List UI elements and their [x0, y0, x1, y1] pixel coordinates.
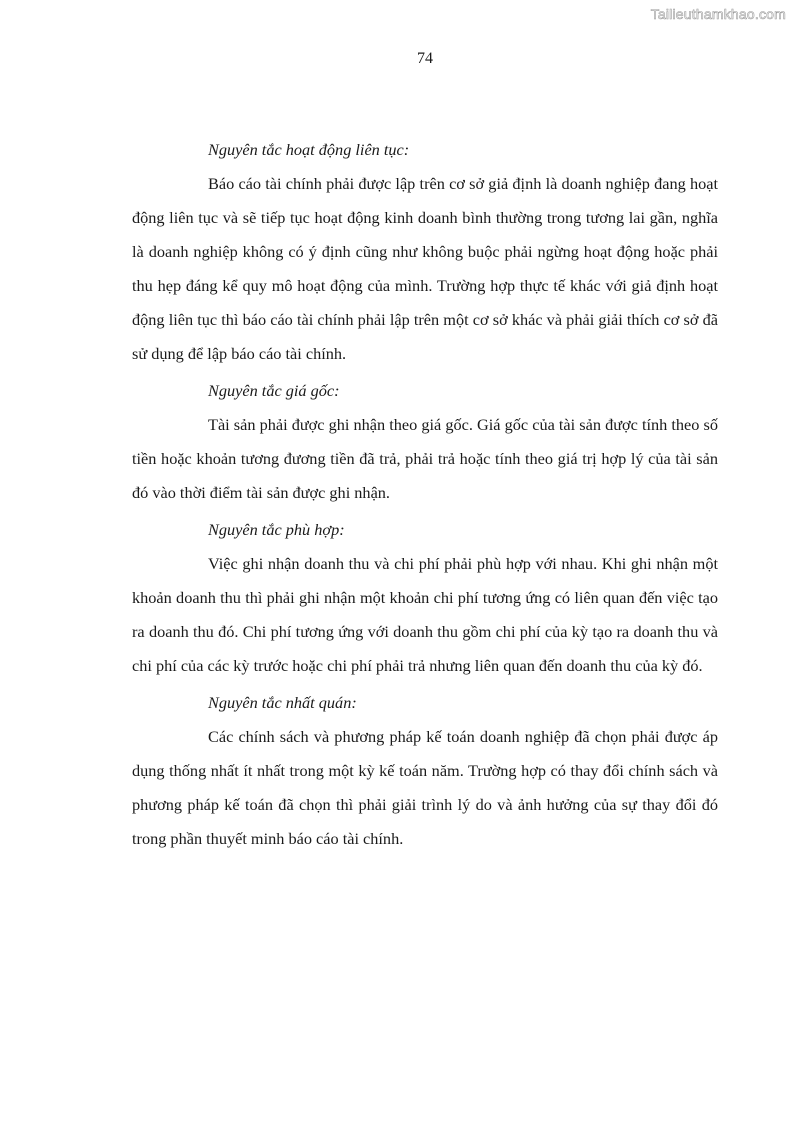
- section-heading-historical-cost: Nguyên tắc giá gốc:: [208, 381, 340, 400]
- paragraph-matching: Việc ghi nhận doanh thu và chi phí phải phù hợp với nhau. Khi ghi nhận một khoản doanh thu thì phải ghi nhận một khoản chi phí tương ứng có liên quan đến việc tạo ra doanh thu đó. Chi phí tương ứng với doanh thu gồm chi phí của kỳ tạo ra doanh thu và chi phí của các kỳ trước hoặc chi phí phải trả nhưng liên quan đến doanh thu của kỳ đó.: [132, 554, 718, 675]
- paragraph-historical-cost: Tài sản phải được ghi nhận theo giá gốc. Giá gốc của tài sản được tính theo số tiền hoặc khoản tương đương tiền đã trả, phải trả hoặc tính theo giá trị hợp lý của tài sản đó vào thời điểm tài sản được ghi nhận.: [132, 415, 718, 502]
- document-body: [132, 133, 718, 856]
- page-number: 74: [417, 50, 433, 67]
- section-heading-matching: Nguyên tắc phù hợp:: [208, 520, 345, 539]
- section-heading-going-concern: Nguyên tắc hoạt động liên tục:: [208, 140, 410, 159]
- paragraph-going-concern: Báo cáo tài chính phải được lập trên cơ sở giả định là doanh nghiệp đang hoạt động liên tục và sẽ tiếp tục hoạt động kinh doanh bình thường trong tương lai gần, nghĩa là doanh nghiệp không có ý định cũng như không buộc phải ngừng hoạt động hoặc phải thu hẹp đáng kể quy mô hoạt động của mình. Trường hợp thực tế khác với giả định hoạt động liên tục thì báo cáo tài chính phải lập trên một cơ sở khác và phải giải thích cơ sở đã sử dụng để lập báo cáo tài chính.: [132, 174, 718, 363]
- watermark: Tailieuthamkhao.com: [650, 6, 786, 22]
- section-heading-consistency: Nguyên tắc nhất quán:: [208, 693, 357, 712]
- paragraph-consistency: Các chính sách và phương pháp kế toán doanh nghiệp đã chọn phải được áp dụng thống nhất ít nhất trong một kỳ kế toán năm. Trường hợp có thay đổi chính sách và phương pháp kế toán đã chọn thì phải giải trình lý do và ảnh hưởng của sự thay đổi đó trong phần thuyết minh báo cáo tài chính.: [132, 727, 718, 848]
